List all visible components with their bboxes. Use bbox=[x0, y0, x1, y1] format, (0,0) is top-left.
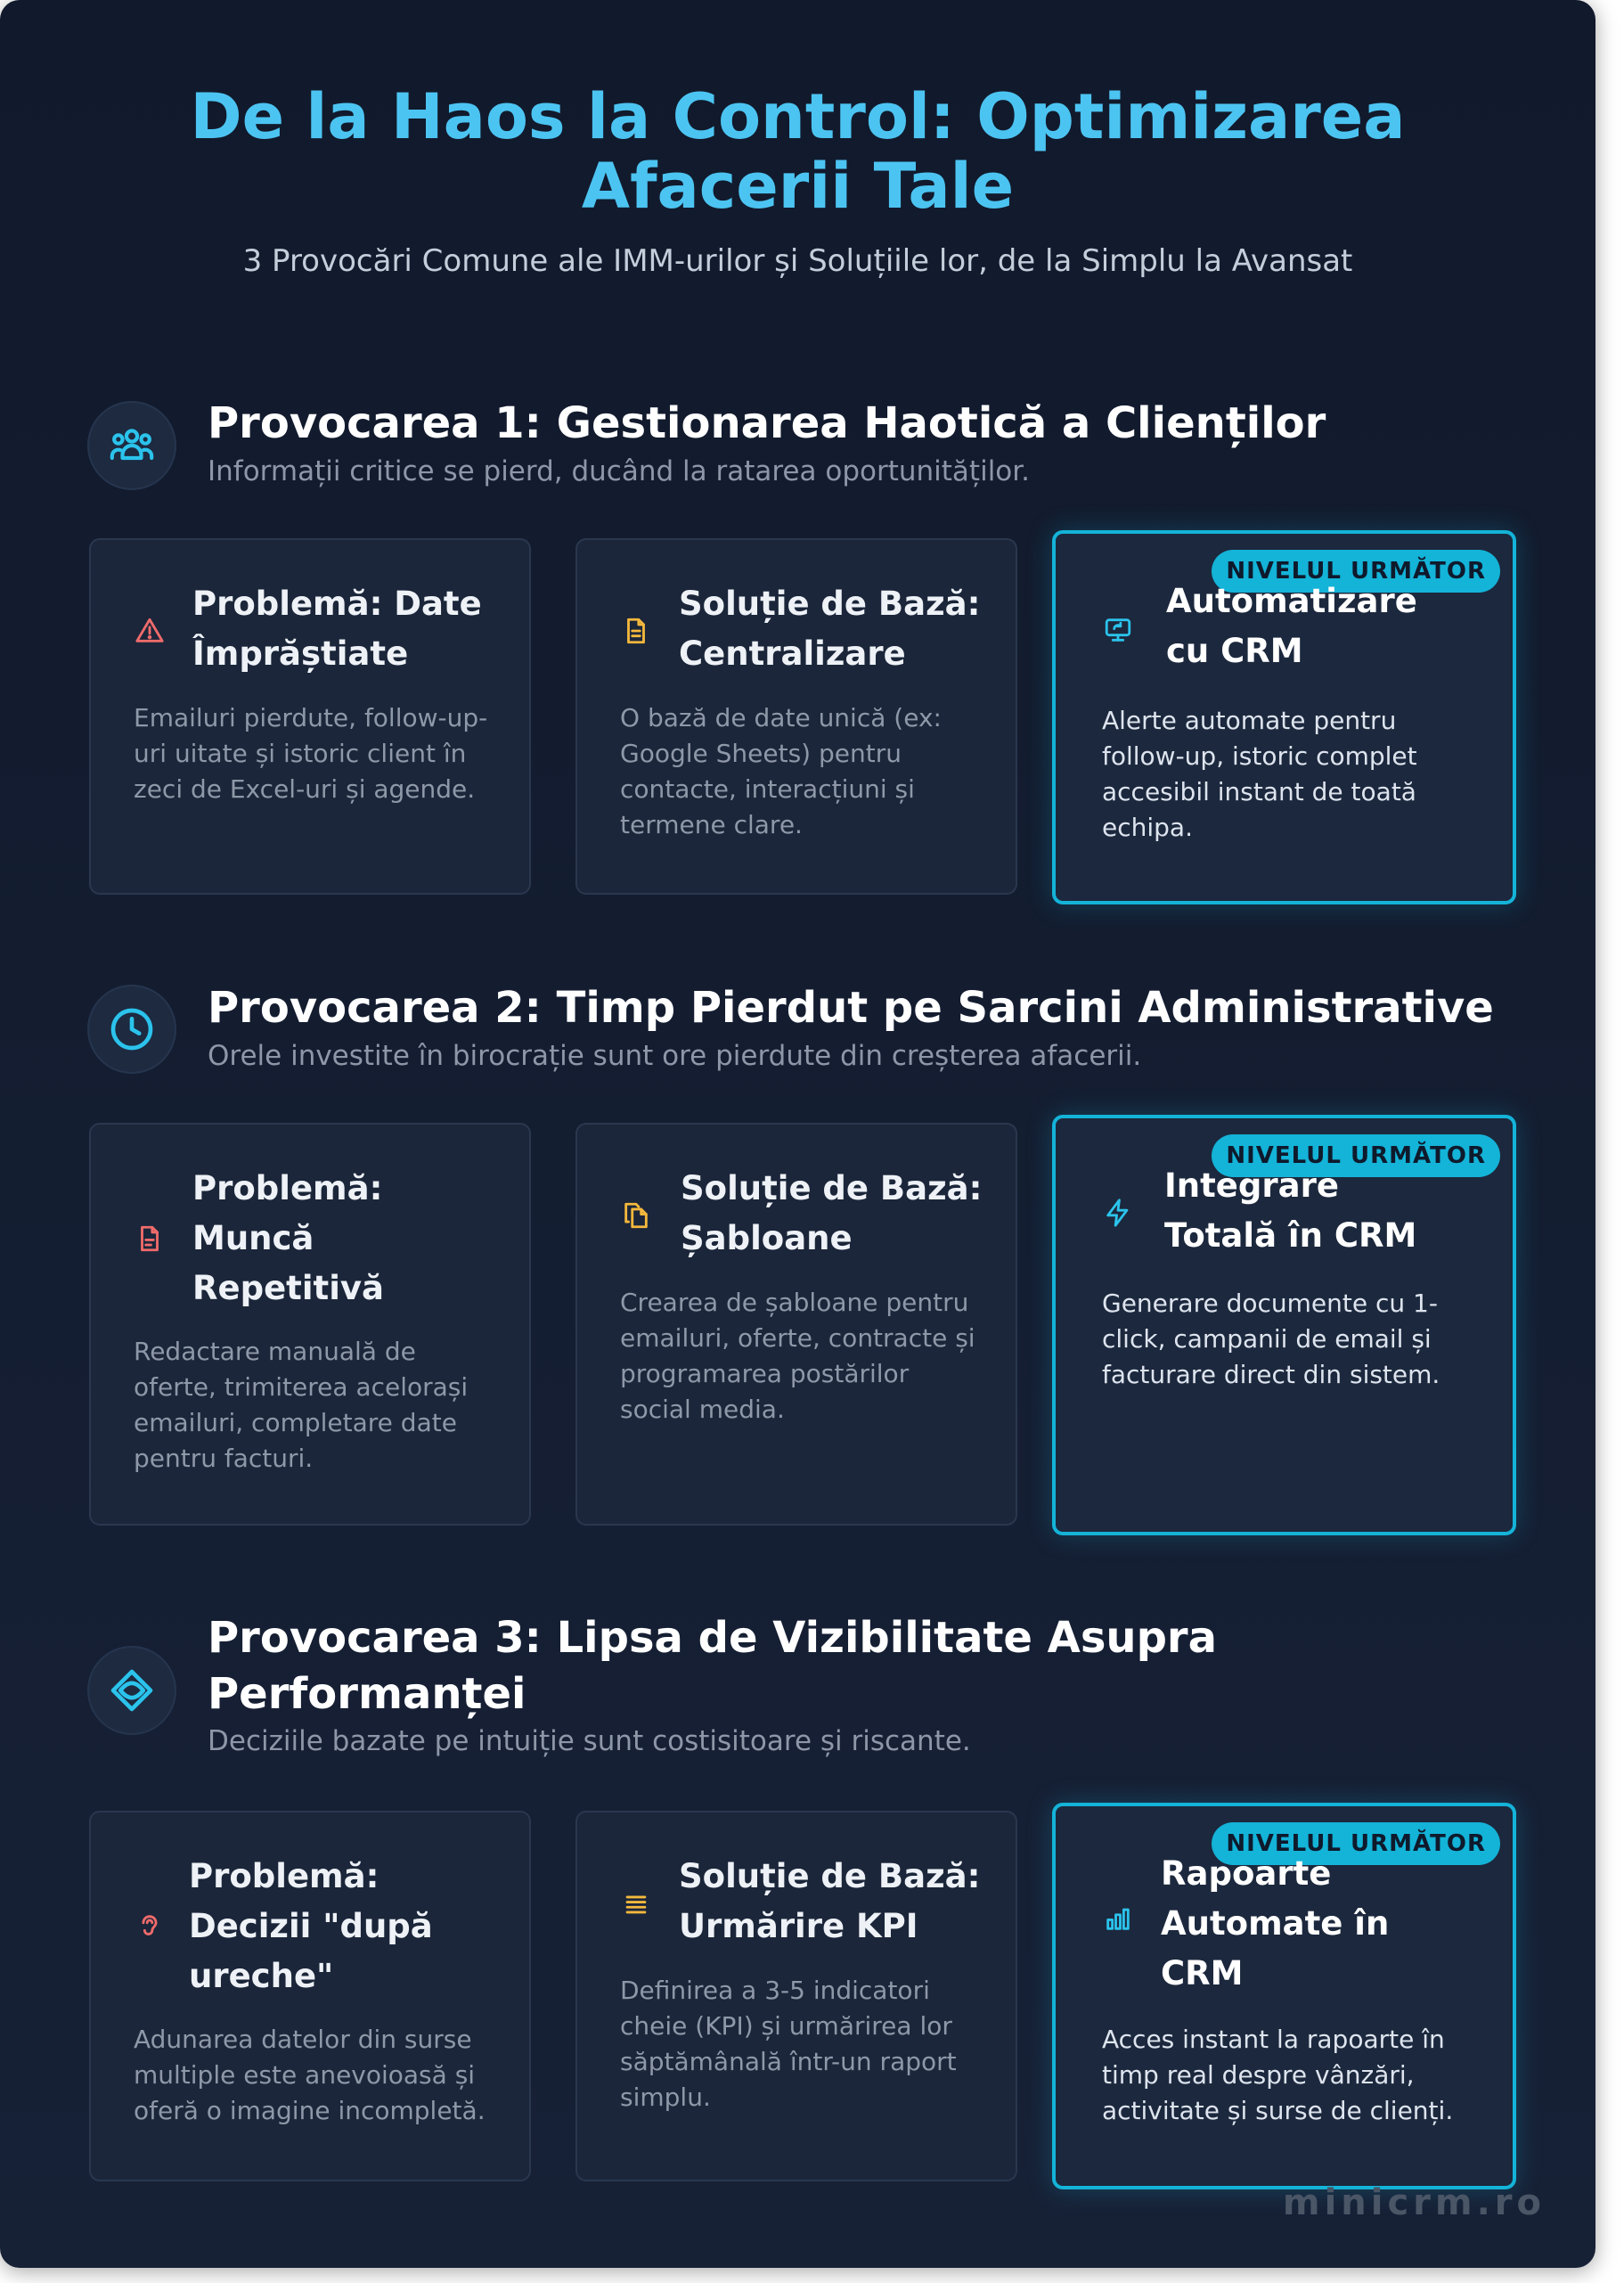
challenge-section-3 bbox=[87, 1613, 1523, 2192]
advanced-solution-card bbox=[1052, 1115, 1516, 1535]
advanced-solution-card bbox=[1052, 1803, 1516, 2189]
basic-solution-card bbox=[575, 1123, 1017, 1526]
list-icon bbox=[620, 1887, 652, 1919]
basic-solution-title: Soluție de Bază: Urmărire KPI bbox=[679, 1857, 981, 1945]
challenge-title: Provocarea 3: Lipsa de Vizibilitate Asupra Performanței bbox=[208, 1613, 1217, 1719]
ear-icon bbox=[134, 1911, 166, 1943]
challenge-subtitle: Informații critice se pierd, ducând la ratarea oportunităților. bbox=[208, 455, 1031, 487]
file-text-icon bbox=[134, 1223, 166, 1255]
problem-title: Problemă: Muncă Repetitivă bbox=[192, 1169, 384, 1307]
advanced-solution-title: Integrare Totală în CRM bbox=[1164, 1166, 1417, 1255]
lightning-icon bbox=[1102, 1197, 1134, 1229]
challenge-subtitle: Deciziile bazate pe intuiție sunt costisitoare și riscante. bbox=[208, 1725, 971, 1757]
problem-card bbox=[89, 1123, 531, 1526]
basic-solution-text: O bază de date unică (ex: Google Sheets) pentru contacte, interacțiuni și termene clare. bbox=[620, 703, 942, 839]
eye-diamond-icon bbox=[87, 1646, 176, 1735]
bar-chart-icon bbox=[1102, 1902, 1134, 1935]
problem-text: Redactare manuală de oferte, trimiterea acelorași emailuri, completare date pentru facturi. bbox=[134, 1337, 469, 1473]
challenge-section-2 bbox=[87, 983, 1523, 1535]
basic-solution-text: Definirea a 3-5 indicatori cheie (KPI) și urmărirea lor săptămânală într-un raport simplu. bbox=[620, 1976, 957, 2112]
challenge-title: Provocarea 2: Timp Pierdut pe Sarcini Administrative bbox=[208, 983, 1494, 1033]
problem-card bbox=[89, 538, 531, 895]
advanced-solution-text: Acces instant la rapoarte în timp real despre vânzări, activitate și surse de clienți. bbox=[1102, 2025, 1454, 2125]
advanced-solution-title: Automatizare cu CRM bbox=[1166, 582, 1417, 670]
challenge-title: Provocarea 1: Gestionarea Haotică a Clienților bbox=[208, 398, 1326, 448]
challenge-subtitle: Orele investite în birocrație sunt ore pierdute din creșterea afacerii. bbox=[208, 1040, 1142, 1072]
basic-solution-text: Crearea de șabloane pentru emailuri, oferte, contracte și programarea postărilor social media. bbox=[620, 1288, 975, 1424]
basic-solution-card bbox=[575, 1811, 1017, 2181]
problem-title: Problemă: Date Împrăștiate bbox=[192, 585, 482, 673]
basic-solution-title: Soluție de Bază: Centralizare bbox=[679, 585, 981, 673]
warning-icon bbox=[134, 615, 166, 647]
watermark: minicrm.ro bbox=[1282, 2182, 1546, 2223]
monitor-sync-icon bbox=[1102, 614, 1134, 646]
problem-text: Adunarea datelor din surse multiple este anevoioasă și oferă o imagine incompletă. bbox=[134, 2025, 486, 2125]
problem-text: Emailuri pierdute, follow-up-uri uitate și istoric client în zeci de Excel-uri și agende. bbox=[134, 703, 488, 804]
advanced-solution-text: Alerte automate pentru follow-up, istoric complet accesibil instant de toată echipa. bbox=[1102, 706, 1417, 842]
users-icon bbox=[87, 401, 176, 490]
copy-icon bbox=[620, 1199, 652, 1232]
clock-icon bbox=[87, 985, 176, 1074]
page-title: De la Haos la Control: Optimizarea Afacerii Tale bbox=[190, 80, 1406, 223]
page-subtitle: 3 Provocări Comune ale IMM-urilor și Soluțiile lor, de la Simplu la Avansat bbox=[242, 243, 1353, 279]
header bbox=[0, 82, 1595, 280]
problem-card bbox=[89, 1811, 531, 2181]
next-level-badge: NIVELUL URMĂTOR bbox=[1212, 1134, 1500, 1177]
document-icon bbox=[620, 615, 652, 647]
advanced-solution-title: Rapoarte Automate în CRM bbox=[1161, 1854, 1390, 1993]
problem-title: Problemă: Decizii "după ureche" bbox=[189, 1857, 433, 1995]
advanced-solution-card bbox=[1052, 530, 1516, 904]
next-level-badge: NIVELUL URMĂTOR bbox=[1212, 1822, 1500, 1865]
basic-solution-card bbox=[575, 538, 1017, 895]
advanced-solution-text: Generare documente cu 1-click, campanii de email și facturare direct din sistem. bbox=[1102, 1289, 1440, 1389]
basic-solution-title: Soluție de Bază: Șabloane bbox=[681, 1169, 983, 1257]
next-level-badge: NIVELUL URMĂTOR bbox=[1212, 550, 1500, 593]
challenge-section-1 bbox=[87, 398, 1523, 904]
